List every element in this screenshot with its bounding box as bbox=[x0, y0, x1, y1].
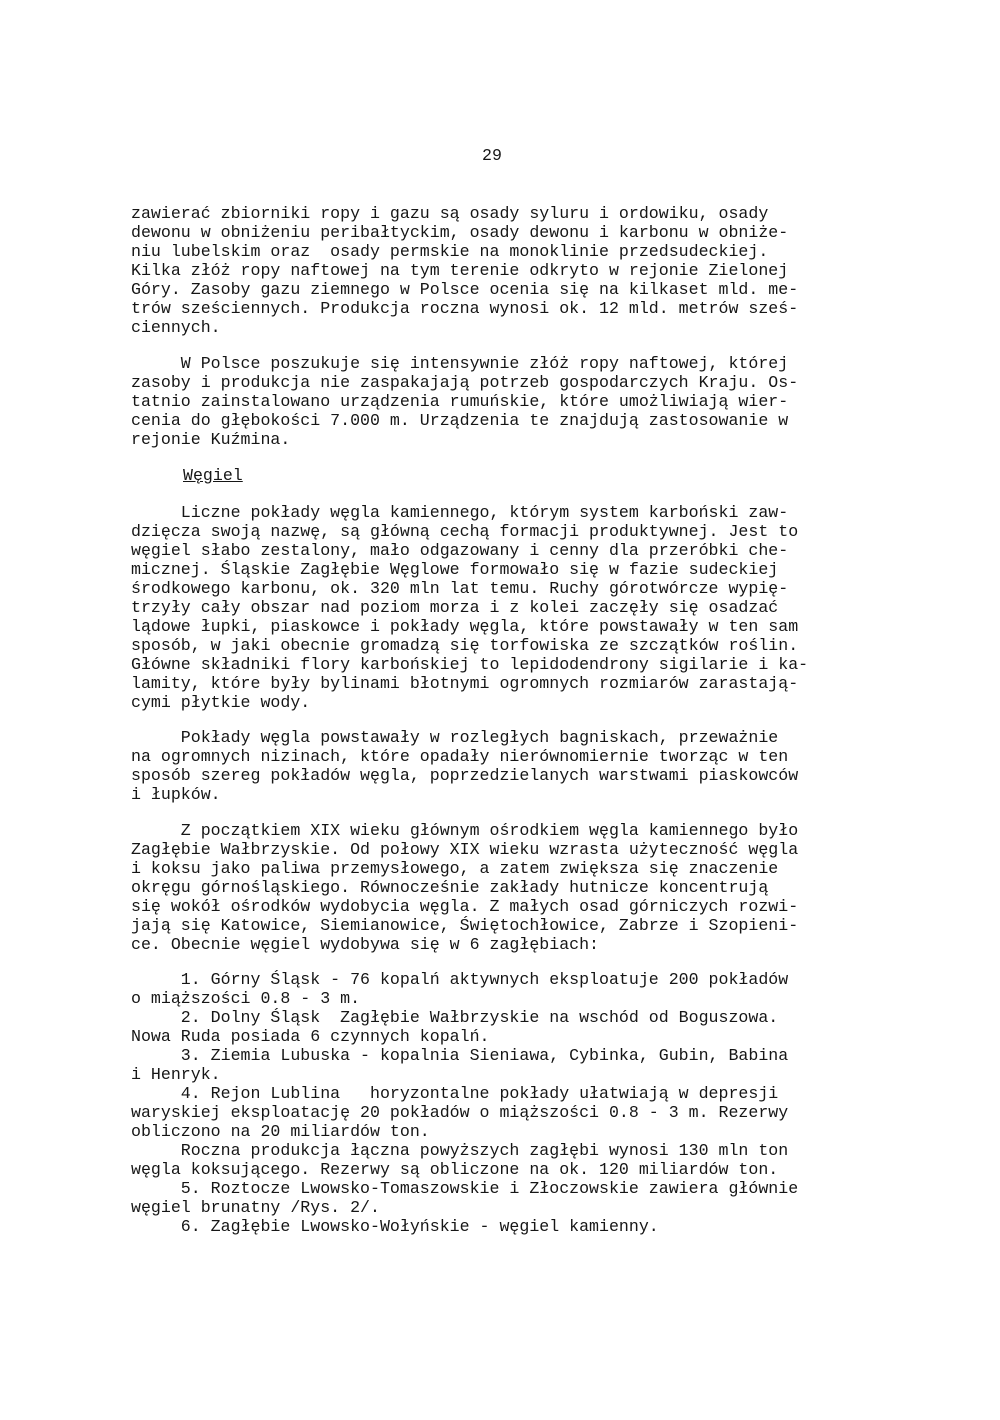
text-line: tatnio zainstalowano urządzenia rumuńskie, które umożliwiają wier- bbox=[131, 392, 789, 411]
text-line: trzyły cały obszar nad poziom morza i z kolei zaczęły się osadzać bbox=[131, 598, 779, 617]
text-line: Główne składniki flory karbońskiej to lepidodendrony sigilarie i ka- bbox=[131, 655, 809, 674]
text-line: Pokłady węgla powstawały w rozległych bagniskach, przeważnie bbox=[131, 728, 779, 747]
text-line: W Polsce poszukuje się intensywnie złóż ropy naftowej, której bbox=[131, 354, 789, 373]
text-line: 1. Górny Śląsk - 76 kopalń aktywnych eksploatuje 200 pokładów bbox=[131, 970, 789, 989]
text-line: Nowa Ruda posiada 6 czynnych kopalń. bbox=[131, 1027, 490, 1046]
text-line: rejonie Kuźmina. bbox=[131, 430, 291, 449]
text-line: zasoby i produkcja nie zaspakajają potrzeb gospodarczych Kraju. Os- bbox=[131, 373, 799, 392]
text-line: o miąższości 0.8 - 3 m. bbox=[131, 989, 361, 1008]
paragraph bbox=[131, 354, 876, 449]
text-line: węgla koksującego. Rezerwy są obliczone na ok. 120 miliardów ton. bbox=[131, 1160, 779, 1179]
text-line: lądowe łupki, piaskowce i pokłady węgla, które powstawały w ten sam bbox=[131, 617, 799, 636]
text-line: sposób szereg pokładów węgla, poprzedzielanych warstwami piaskowców bbox=[131, 766, 799, 785]
text-line: się wokół ośrodków wydobycia węgla. Z małych osad górniczych rozwi- bbox=[131, 897, 799, 916]
text-line: waryskiej eksploatację 20 pokładów o miąższości 0.8 - 3 m. Rezerwy bbox=[131, 1103, 789, 1122]
page-number: 29 bbox=[482, 146, 502, 165]
paragraph bbox=[131, 728, 876, 804]
text-line: na ogromnych nizinach, które opadały nierównomiernie tworząc w ten bbox=[131, 747, 789, 766]
text-line: węgiel słabo zestalony, mało odgazowany i cenny dla przeróbki che- bbox=[131, 541, 789, 560]
text-line: 5. Roztocze Lwowsko-Tomaszowskie i Złoczowskie zawiera głównie bbox=[131, 1179, 799, 1198]
text-line: Liczne pokłady węgla kamiennego, którym system karboński zaw- bbox=[131, 503, 789, 522]
text-line: ciennych. bbox=[131, 318, 221, 337]
text-line: Kilka złóż ropy naftowej na tym terenie odkryto w rejonie Zielonej bbox=[131, 261, 789, 280]
paragraph bbox=[131, 503, 876, 712]
text-line: obliczono na 20 miliardów ton. bbox=[131, 1122, 430, 1141]
text-line: jają się Katowice, Siemianowice, Świętochłowice, Zabrze i Szopieni- bbox=[131, 916, 799, 935]
text-line: trów sześciennych. Produkcja roczna wynosi ok. 12 mld. metrów sześ- bbox=[131, 299, 799, 318]
text-line: Roczna produkcja łączna powyższych zagłębi wynosi 130 mln ton bbox=[131, 1141, 789, 1160]
text-line: sposób, w jaki obecnie gromadzą się torfowiska ze szczątków roślin. bbox=[131, 636, 799, 655]
text-line: i Henryk. bbox=[131, 1065, 221, 1084]
text-line: Góry. Zasoby gazu ziemnego w Polsce ocenia się na kilkaset mld. me- bbox=[131, 280, 799, 299]
paragraph bbox=[131, 821, 876, 954]
text-line: 6. Zagłębie Lwowsko-Wołyńskie - węgiel kamienny. bbox=[131, 1217, 659, 1236]
text-line: Z początkiem XIX wieku głównym ośrodkiem węgla kamiennego było bbox=[131, 821, 799, 840]
numbered-list bbox=[131, 970, 876, 1236]
text-line: cymi płytkie wody. bbox=[131, 693, 311, 712]
text-line: micznej. Śląskie Zagłębie Węglowe formowało się w fazie sudeckiej bbox=[131, 560, 779, 579]
text-line: cenia do głębokości 7.000 m. Urządzenia te znajdują zastosowanie w bbox=[131, 411, 789, 430]
text-line: zawierać zbiorniki ropy i gazu są osady syluru i ordowiku, osady bbox=[131, 204, 769, 223]
text-line: i łupków. bbox=[131, 785, 221, 804]
text-line: środkowego karbonu, ok. 320 mln lat temu. Ruchy górotwórcze wypię- bbox=[131, 579, 789, 598]
text-line: 4. Rejon Lublina horyzontalne pokłady ułatwiają w depresji bbox=[131, 1084, 779, 1103]
text-line: Zagłębie Wałbrzyskie. Od połowy XIX wieku wzrasta użyteczność węgla bbox=[131, 840, 799, 859]
text-line: okręgu górnośląskiego. Równocześnie zakłady hutnicze koncentrują bbox=[131, 878, 769, 897]
paragraph bbox=[131, 204, 876, 337]
section-heading: Węgiel bbox=[183, 466, 243, 485]
text-line: 2. Dolny Śląsk Zagłębie Wałbrzyskie na wschód od Boguszowa. bbox=[131, 1008, 779, 1027]
text-line: i koksu jako paliwa przemysłowego, a zatem zwiększa się znaczenie bbox=[131, 859, 779, 878]
text-line: węgiel brunatny /Rys. 2/. bbox=[131, 1198, 380, 1217]
text-line: lamity, które były bylinami błotnymi ogromnych rozmiarów zarastają- bbox=[131, 674, 799, 693]
text-line: dewonu w obniżeniu peribałtyckim, osady dewonu i karbonu w obniże- bbox=[131, 223, 789, 242]
text-line: ce. Obecnie węgiel wydobywa się w 6 zagłębiach: bbox=[131, 935, 600, 954]
text-line: 3. Ziemia Lubuska - kopalnia Sieniawa, Cybinka, Gubin, Babina bbox=[131, 1046, 789, 1065]
text-line: niu lubelskim oraz osady permskie na monoklinie przedsudeckiej. bbox=[131, 242, 769, 261]
text-line: dzięcza swoją nazwę, są główną cechą formacji produktywnej. Jest to bbox=[131, 522, 799, 541]
